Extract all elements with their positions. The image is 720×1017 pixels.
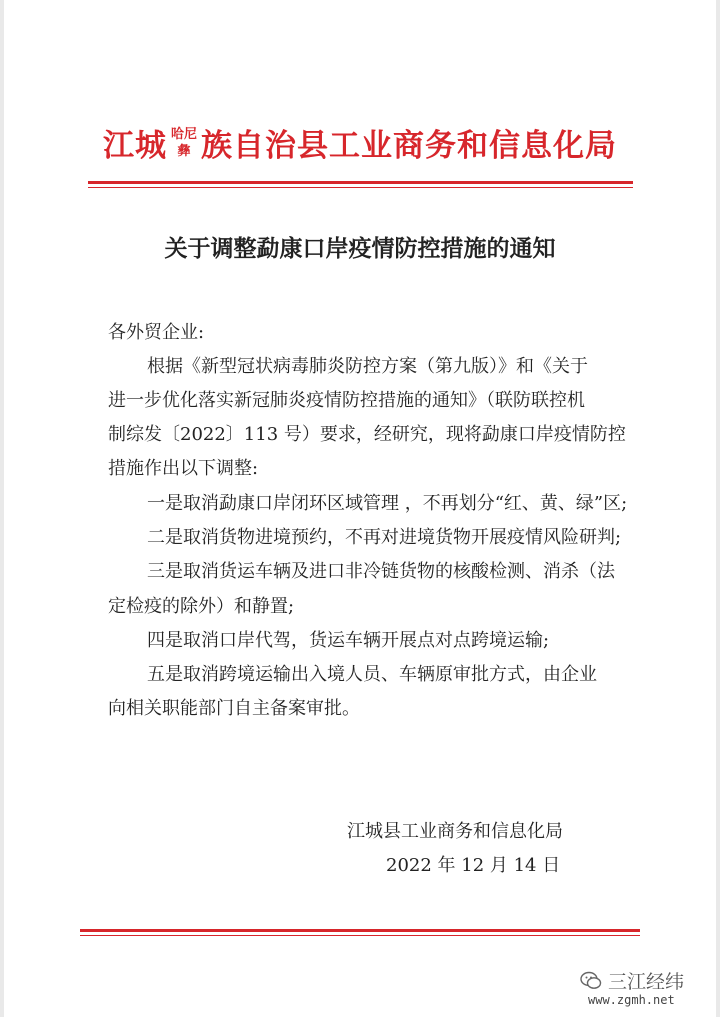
body-line: 进一步优化落实新冠肺炎疫情防控措施的通知》（联防联控机	[108, 390, 585, 411]
letterhead-stack-bottom: 彝	[177, 143, 191, 159]
letterhead-rule-thick	[88, 181, 633, 184]
body-line: 制综发〔2022〕113 号）要求，经研究，现将勐康口岸疫情防控	[108, 424, 626, 445]
notice-title: 关于调整勐康口岸疫情防控措施的通知	[164, 235, 556, 262]
footer-rule-thick	[80, 929, 640, 932]
body-line: 措施作出以下调整:	[108, 458, 259, 479]
body-line: 三是取消货运车辆及进口非冷链货物的核酸检测、消杀（法	[147, 561, 615, 582]
watermark	[580, 967, 712, 1009]
body-line: 四是取消口岸代驾，货运车辆开展点对点跨境运输;	[147, 630, 550, 651]
letterhead-rule-thin	[88, 187, 633, 188]
salutation: 各外贸企业:	[108, 322, 205, 343]
letterhead-stack-top: 哈尼	[170, 126, 197, 142]
signature-date: 2022 年 12 月 14 日	[386, 855, 561, 876]
letterhead-prefix: 江城	[102, 128, 167, 164]
document-page	[4, 0, 716, 1017]
body-line: 定检疫的除外）和静置;	[108, 596, 295, 617]
signature-org: 江城县工业商务和信息化局	[347, 821, 563, 842]
letterhead-suffix: 族自治县工业商务和信息化局	[201, 128, 617, 164]
letterhead	[4, 120, 716, 170]
watermark-name: 三江经纬	[608, 971, 685, 993]
wechat-icon	[580, 971, 602, 991]
body-line: 一是取消勐康口岸闭环区域管理 ，不再划分“红、黄、绿”区;	[147, 493, 628, 514]
watermark-url: www.zgmh.net	[588, 993, 675, 1007]
body-line: 根据《新型冠状病毒肺炎防控方案（第九版）》和《关于	[147, 356, 588, 377]
body-line: 五是取消跨境运输出入境人员、车辆原审批方式，由企业	[147, 664, 597, 685]
body-line: 二是取消货物进境预约，不再对进境货物开展疫情风险研判;	[147, 527, 622, 548]
letterhead-stacked-text	[171, 126, 197, 160]
footer-rule-thin	[80, 935, 640, 936]
body-line: 向相关职能部门自主备案审批。	[108, 698, 360, 719]
